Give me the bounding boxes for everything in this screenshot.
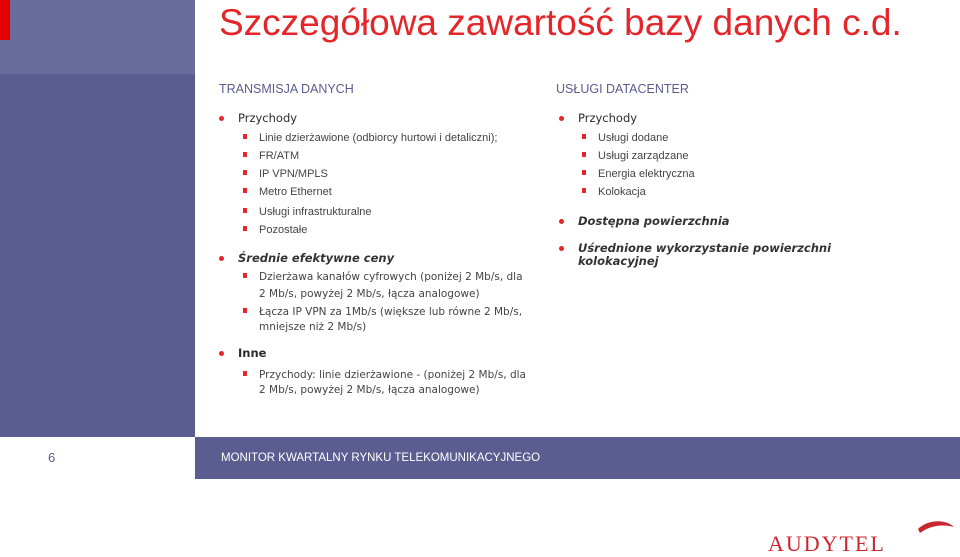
sub-item	[259, 147, 299, 165]
bullet-dot-icon	[559, 116, 564, 121]
sub-item	[598, 183, 646, 201]
sub-item	[598, 147, 689, 165]
right-column-heading: USŁUGI DATACENTER	[556, 82, 689, 96]
square-bullet-icon	[243, 371, 247, 376]
sub-item	[259, 183, 332, 201]
sub-item-label: Linie dzierżawione (odbiorcy hurtowi i detaliczni);	[259, 132, 498, 144]
sub-item	[259, 129, 497, 147]
audytel-logo	[768, 519, 958, 555]
bullet-label: Uśrednione wykorzystanie powierzchni	[578, 241, 832, 255]
bullet-dot-icon	[559, 246, 564, 251]
sub-item-continuation: 2 Mb/s, powyżej 2 Mb/s, łącza analogowe)	[259, 384, 480, 396]
sub-item	[598, 129, 668, 147]
bullet-przychody-left	[238, 111, 297, 125]
bullet-dot-icon	[219, 116, 224, 121]
square-bullet-icon	[243, 152, 247, 157]
square-bullet-icon	[582, 170, 586, 175]
sub-item	[598, 165, 695, 183]
sub-item-label: Energia elektryczna	[598, 168, 695, 180]
page-title: Szczegółowa zawartość bazy danych c.d.	[219, 2, 902, 43]
logo-wordmark: AUDYTEL	[768, 531, 886, 556]
bullet-dot-icon	[219, 256, 224, 261]
square-bullet-icon	[243, 170, 247, 175]
sub-item-continuation: 2 Mb/s, powyżej 2 Mb/s, łącza analogowe)	[259, 288, 480, 300]
square-bullet-icon	[243, 208, 247, 213]
sub-item-label: Usługi infrastrukturalne	[259, 206, 372, 218]
bullet-wykorzystanie-continuation: kolokacyjnej	[578, 254, 659, 268]
bullet-inne	[238, 346, 266, 360]
square-bullet-icon	[582, 134, 586, 139]
sub-item-label: Dzierżawa kanałów cyfrowych (poniżej 2 Mb/s, dla	[259, 271, 523, 283]
bullet-wykorzystanie	[578, 241, 831, 255]
sub-item	[259, 203, 372, 221]
sub-item-label: Łącza IP VPN za 1Mb/s (większe lub równe 2 Mb/s,	[259, 306, 523, 318]
square-bullet-icon	[243, 273, 247, 278]
square-bullet-icon	[582, 152, 586, 157]
square-bullet-icon	[243, 226, 247, 231]
bullet-przychody-right	[578, 111, 637, 125]
sub-item-label: Usługi dodane	[598, 132, 669, 144]
sub-item-label: Metro Ethernet	[259, 186, 332, 198]
square-bullet-icon	[243, 308, 247, 313]
square-bullet-icon	[243, 134, 247, 139]
sub-item	[259, 268, 523, 286]
bullet-label: Inne	[238, 346, 267, 360]
bullet-powierzchnia	[578, 214, 730, 228]
bullet-label: Dostępna powierzchnia	[578, 214, 730, 228]
bullet-label: Przychody	[238, 111, 298, 125]
page-number: 6	[48, 450, 56, 465]
footer-title: MONITOR KWARTALNY RYNKU TELEKOMUNIKACYJNEGO	[221, 452, 541, 464]
sub-item-label: IP VPN/MPLS	[259, 168, 328, 180]
sub-item-label: Przychody: linie dzierżawione - (poniżej 2 Mb/s, dla	[259, 369, 526, 381]
logo-swoosh-icon	[768, 519, 958, 555]
left-column-heading: TRANSMISJA DANYCH	[219, 82, 354, 96]
bullet-dot-icon	[559, 219, 564, 224]
bullet-ceny	[238, 251, 394, 265]
bullet-dot-icon	[219, 351, 224, 356]
square-bullet-icon	[582, 188, 586, 193]
sub-item	[259, 165, 328, 183]
bullet-label: Średnie efektywne ceny	[238, 251, 395, 265]
sub-item-label: Usługi zarządzane	[598, 150, 689, 162]
sub-item-continuation: mniejsze niż 2 Mb/s)	[259, 321, 367, 333]
bullet-label: Przychody	[578, 111, 638, 125]
sub-item-label: Pozostałe	[259, 224, 308, 236]
sub-item-label: Kolokacja	[598, 186, 646, 198]
square-bullet-icon	[243, 188, 247, 193]
sub-item-label: FR/ATM	[259, 150, 300, 162]
sub-item	[259, 221, 307, 239]
